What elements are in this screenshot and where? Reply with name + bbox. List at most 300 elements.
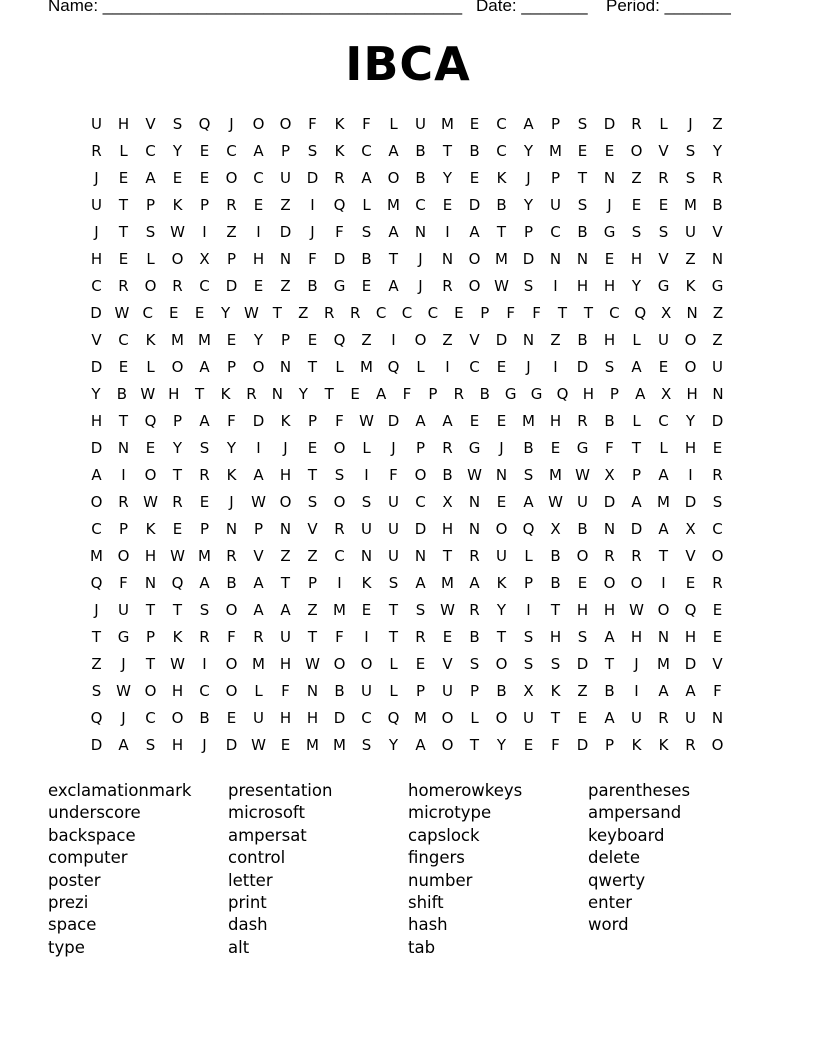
- grid-letter: U: [388, 520, 399, 538]
- grid-letter: A: [253, 142, 264, 160]
- grid-letter: H: [117, 115, 130, 133]
- grid-letter: Z: [280, 547, 291, 565]
- grid-letter: A: [388, 142, 399, 160]
- grid-letter: R: [172, 493, 183, 511]
- grid-row: [83, 598, 731, 625]
- grid-letter: C: [427, 304, 439, 322]
- grid-letter: E: [496, 493, 507, 511]
- grid-letter: N: [603, 520, 616, 538]
- grid-letter: B: [415, 142, 426, 160]
- grid-letter: J: [229, 493, 234, 511]
- grid-letter: U: [577, 493, 588, 511]
- grid-letter: M: [549, 466, 562, 484]
- grid-letter: V: [685, 547, 696, 565]
- grid-letter: T: [280, 574, 291, 592]
- grid-letter: A: [375, 385, 387, 403]
- grid-letter: C: [145, 142, 156, 160]
- grid-letter: R: [246, 385, 257, 403]
- grid-letter: Q: [556, 385, 569, 403]
- grid-letter: J: [526, 169, 531, 187]
- grid-letter: L: [146, 358, 155, 376]
- grid-letter: D: [225, 736, 238, 754]
- grid-letter: O: [414, 331, 427, 349]
- grid-letter: E: [469, 412, 480, 430]
- grid-letter: A: [523, 115, 534, 133]
- grid-letter: I: [364, 466, 369, 484]
- grid-row: [83, 571, 731, 598]
- grid-row: [83, 355, 731, 382]
- grid-letter: O: [252, 358, 265, 376]
- grid-letter: N: [468, 520, 481, 538]
- grid-letter: B: [415, 169, 426, 187]
- grid-letter: Z: [307, 601, 318, 619]
- grid-row: [83, 733, 731, 760]
- grid-letter: E: [469, 115, 480, 133]
- grid-letter: N: [306, 682, 319, 700]
- grid-letter: P: [226, 358, 237, 376]
- grid-letter: N: [495, 466, 508, 484]
- grid-letter: W: [575, 466, 590, 484]
- grid-letter: J: [94, 223, 99, 241]
- grid-letter: Y: [172, 142, 183, 160]
- grid-letter: R: [172, 277, 183, 295]
- grid-letter: O: [225, 682, 238, 700]
- grid-letter: Q: [333, 196, 346, 214]
- grid-letter: D: [387, 412, 400, 430]
- grid-letter: A: [523, 493, 534, 511]
- grid-letter: C: [361, 142, 372, 160]
- grid-letter: T: [307, 358, 318, 376]
- grid-letter: J: [283, 439, 288, 457]
- grid-letter: M: [684, 196, 697, 214]
- grid-letter: H: [171, 682, 184, 700]
- grid-letter: U: [550, 196, 561, 214]
- grid-letter: X: [550, 520, 561, 538]
- grid-row: [83, 301, 731, 328]
- grid-letter: I: [256, 223, 261, 241]
- grid-letter: B: [116, 385, 128, 403]
- grid-letter: M: [252, 655, 265, 673]
- grid-letter: T: [658, 547, 669, 565]
- grid-row: [83, 247, 731, 274]
- grid-letter: C: [199, 277, 210, 295]
- grid-letter: E: [118, 169, 129, 187]
- grid-letter: E: [658, 358, 669, 376]
- grid-letter: U: [91, 196, 102, 214]
- grid-letter: Q: [198, 115, 211, 133]
- grid-letter: E: [442, 628, 453, 646]
- grid-letter: T: [118, 196, 129, 214]
- grid-letter: O: [171, 358, 184, 376]
- grid-letter: M: [306, 736, 319, 754]
- grid-letter: M: [90, 547, 103, 565]
- grid-letter: N: [686, 304, 698, 322]
- grid-letter: E: [712, 439, 723, 457]
- grid-letter: S: [712, 493, 723, 511]
- grid-letter: N: [117, 439, 130, 457]
- grid-letter: P: [280, 142, 291, 160]
- grid-letter: P: [415, 439, 426, 457]
- grid-row: [83, 436, 731, 463]
- grid-letter: E: [118, 358, 129, 376]
- grid-letter: M: [549, 142, 562, 160]
- grid-letter: C: [401, 304, 413, 322]
- grid-letter: P: [550, 169, 561, 187]
- grid-letter: Z: [685, 250, 696, 268]
- grid-letter: D: [306, 169, 319, 187]
- grid-letter: A: [604, 628, 615, 646]
- grid-letter: S: [361, 223, 372, 241]
- grid-letter: S: [685, 169, 696, 187]
- grid-letter: U: [658, 331, 669, 349]
- grid-letter: E: [199, 142, 210, 160]
- grid-letter: T: [442, 547, 453, 565]
- grid-letter: Z: [631, 169, 642, 187]
- grid-letter: V: [469, 331, 480, 349]
- grid-letter: O: [144, 277, 157, 295]
- grid-letter: X: [661, 385, 672, 403]
- grid-letter: R: [415, 628, 426, 646]
- grid-letter: B: [496, 682, 507, 700]
- grid-letter: O: [495, 655, 508, 673]
- grid-letter: O: [144, 682, 157, 700]
- grid-letter: P: [226, 250, 237, 268]
- grid-letter: L: [632, 331, 641, 349]
- grid-row: [83, 679, 731, 706]
- grid-letter: R: [631, 547, 642, 565]
- grid-letter: E: [194, 304, 205, 322]
- grid-letter: C: [226, 142, 237, 160]
- word-item: prezi: [48, 893, 89, 913]
- grid-letter: R: [91, 142, 102, 160]
- grid-letter: S: [91, 682, 102, 700]
- grid-letter: B: [577, 520, 588, 538]
- grid-letter: E: [350, 385, 360, 403]
- grid-letter: S: [415, 601, 426, 619]
- grid-letter: C: [118, 331, 129, 349]
- grid-letter: U: [361, 520, 372, 538]
- grid-letter: W: [140, 385, 156, 403]
- grid-letter: Z: [307, 547, 318, 565]
- grid-letter: H: [549, 628, 562, 646]
- grid-letter: T: [604, 655, 615, 673]
- grid-letter: Y: [388, 736, 399, 754]
- grid-letter: T: [91, 628, 102, 646]
- word-item: microtype: [408, 803, 492, 823]
- grid-letter: W: [305, 655, 320, 673]
- grid-letter: B: [479, 385, 490, 403]
- grid-letter: O: [630, 142, 643, 160]
- grid-letter: T: [172, 466, 183, 484]
- grid-letter: R: [442, 439, 453, 457]
- grid-letter: A: [658, 520, 669, 538]
- grid-letter: N: [711, 709, 724, 727]
- grid-letter: J: [391, 439, 396, 457]
- grid-letter: B: [199, 709, 210, 727]
- word-item: enter: [588, 893, 633, 913]
- grid-letter: F: [532, 304, 541, 322]
- grid-letter: W: [251, 736, 266, 754]
- grid-letter: M: [522, 412, 535, 430]
- grid-letter: Z: [577, 682, 588, 700]
- grid-letter: M: [360, 358, 373, 376]
- grid-letter: H: [603, 277, 616, 295]
- grid-letter: P: [145, 196, 156, 214]
- grid-letter: H: [306, 709, 319, 727]
- grid-letter: O: [171, 709, 184, 727]
- grid-letter: E: [226, 331, 237, 349]
- word-item: dash: [228, 915, 268, 935]
- grid-letter: H: [90, 412, 103, 430]
- grid-letter: R: [658, 169, 669, 187]
- grid-letter: O: [495, 520, 508, 538]
- grid-letter: S: [307, 493, 318, 511]
- grid-letter: O: [333, 655, 346, 673]
- grid-letter: X: [442, 493, 453, 511]
- grid-letter: G: [504, 385, 517, 403]
- grid-letter: A: [280, 601, 291, 619]
- grid-letter: S: [577, 196, 588, 214]
- grid-letter: K: [631, 736, 642, 754]
- grid-letter: O: [171, 250, 184, 268]
- grid-letter: A: [388, 277, 399, 295]
- grid-letter: K: [220, 385, 231, 403]
- grid-letter: J: [418, 250, 423, 268]
- grid-letter: R: [199, 466, 210, 484]
- grid-letter: F: [506, 304, 515, 322]
- grid-letter: O: [360, 655, 373, 673]
- grid-letter: S: [685, 142, 696, 160]
- grid-letter: H: [603, 601, 616, 619]
- grid-letter: K: [334, 142, 345, 160]
- grid-letter: E: [604, 250, 615, 268]
- grid-letter: O: [684, 358, 697, 376]
- grid-letter: U: [280, 169, 291, 187]
- grid-letter: P: [253, 520, 264, 538]
- grid-letter: Z: [442, 331, 453, 349]
- grid-letter: A: [199, 412, 210, 430]
- grid-letter: B: [523, 439, 534, 457]
- grid-letter: I: [661, 574, 666, 592]
- grid-letter: F: [227, 412, 236, 430]
- grid-letter: I: [337, 574, 342, 592]
- grid-letter: W: [548, 493, 563, 511]
- grid-letter: A: [631, 358, 642, 376]
- grid-letter: F: [551, 736, 560, 754]
- grid-letter: U: [118, 601, 129, 619]
- grid-letter: N: [603, 169, 616, 187]
- grid-letter: N: [271, 385, 283, 403]
- grid-letter: R: [469, 601, 480, 619]
- grid-letter: K: [361, 574, 372, 592]
- grid-letter: X: [199, 250, 210, 268]
- grid-letter: P: [415, 682, 426, 700]
- grid-letter: P: [428, 385, 438, 403]
- grid-letter: O: [468, 277, 481, 295]
- word-item: delete: [588, 848, 640, 868]
- grid-letter: O: [495, 709, 508, 727]
- grid-letter: E: [496, 358, 507, 376]
- grid-letter: A: [469, 223, 480, 241]
- word-item: control: [228, 848, 286, 868]
- grid-letter: C: [550, 223, 561, 241]
- grid-row: [83, 706, 731, 733]
- grid-letter: E: [469, 169, 480, 187]
- grid-letter: Y: [496, 736, 507, 754]
- grid-letter: T: [557, 304, 568, 322]
- grid-letter: N: [712, 385, 724, 403]
- grid-letter: C: [609, 304, 620, 322]
- grid-letter: H: [279, 709, 292, 727]
- grid-letter: D: [90, 358, 103, 376]
- grid-letter: O: [333, 493, 346, 511]
- grid-letter: I: [634, 682, 639, 700]
- grid-letter: E: [361, 277, 372, 295]
- grid-letter: A: [199, 358, 210, 376]
- grid-letter: U: [280, 628, 291, 646]
- grid-letter: S: [658, 223, 669, 241]
- grid-letter: O: [279, 115, 292, 133]
- grid-letter: U: [442, 682, 453, 700]
- grid-letter: G: [333, 277, 346, 295]
- grid-letter: A: [415, 412, 426, 430]
- grid-letter: E: [604, 142, 615, 160]
- grid-letter: H: [603, 331, 616, 349]
- grid-letter: E: [415, 655, 426, 673]
- grid-letter: E: [577, 709, 588, 727]
- grid-letter: T: [324, 385, 334, 403]
- grid-letter: J: [607, 196, 612, 214]
- grid-letter: Y: [226, 439, 237, 457]
- grid-letter: B: [577, 223, 588, 241]
- grid-letter: S: [550, 655, 561, 673]
- grid-letter: B: [604, 682, 615, 700]
- grid-letter: O: [90, 493, 103, 511]
- grid-letter: P: [631, 466, 642, 484]
- grid-letter: L: [389, 682, 398, 700]
- word-list-column-3: [408, 780, 588, 959]
- grid-letter: M: [657, 493, 670, 511]
- student-info-header: [48, 0, 748, 20]
- grid-letter: P: [523, 574, 534, 592]
- grid-letter: Y: [91, 385, 101, 403]
- grid-letter: E: [280, 736, 291, 754]
- grid-letter: K: [145, 520, 156, 538]
- grid-letter: L: [362, 196, 371, 214]
- grid-letter: R: [685, 736, 696, 754]
- grid-letter: F: [308, 115, 317, 133]
- grid-letter: D: [414, 520, 427, 538]
- grid-letter: T: [388, 250, 399, 268]
- grid-letter: L: [416, 358, 425, 376]
- grid-letter: H: [90, 250, 103, 268]
- word-item: capslock: [408, 825, 480, 845]
- grid-letter: N: [711, 250, 724, 268]
- grid-letter: M: [657, 655, 670, 673]
- word-item: keyboard: [588, 825, 665, 845]
- period-field-label: Period: _______: [606, 0, 731, 15]
- grid-letter: A: [253, 574, 264, 592]
- grid-letter: G: [657, 277, 670, 295]
- grid-letter: N: [522, 331, 535, 349]
- grid-letter: J: [310, 223, 315, 241]
- grid-letter: I: [688, 466, 693, 484]
- grid-letter: K: [145, 331, 156, 349]
- grid-letter: N: [549, 250, 562, 268]
- grid-letter: S: [523, 655, 534, 673]
- grid-letter: U: [253, 709, 264, 727]
- grid-letter: T: [469, 736, 480, 754]
- grid-row: [83, 490, 731, 517]
- grid-letter: K: [658, 736, 669, 754]
- word-item: exclamationmark: [48, 781, 192, 800]
- grid-letter: A: [658, 466, 669, 484]
- grid-letter: N: [576, 250, 589, 268]
- grid-letter: R: [577, 412, 588, 430]
- grid-letter: E: [253, 196, 264, 214]
- grid-letter: C: [91, 277, 102, 295]
- grid-letter: L: [335, 358, 344, 376]
- grid-letter: V: [658, 142, 669, 160]
- grid-letter: R: [226, 196, 237, 214]
- grid-letter: F: [227, 628, 236, 646]
- grid-letter: Y: [253, 331, 264, 349]
- grid-letter: I: [364, 628, 369, 646]
- grid-letter: K: [550, 682, 561, 700]
- letter-grid: [83, 112, 731, 760]
- grid-letter: N: [225, 520, 238, 538]
- grid-letter: X: [661, 304, 672, 322]
- word-item: fingers: [408, 848, 465, 868]
- grid-letter: J: [121, 655, 126, 673]
- grid-letter: U: [496, 547, 507, 565]
- grid-letter: W: [251, 493, 266, 511]
- word-item: type: [48, 937, 85, 957]
- grid-letter: C: [334, 547, 345, 565]
- grid-letter: M: [495, 250, 508, 268]
- grid-letter: C: [253, 169, 264, 187]
- grid-letter: T: [118, 223, 129, 241]
- grid-letter: B: [469, 628, 480, 646]
- grid-letter: U: [523, 709, 534, 727]
- word-item: word: [588, 915, 629, 935]
- word-item: poster: [48, 870, 101, 890]
- word-item: tab: [408, 937, 436, 957]
- grid-letter: F: [389, 466, 398, 484]
- grid-letter: T: [145, 655, 156, 673]
- grid-letter: M: [387, 196, 400, 214]
- grid-letter: H: [549, 412, 562, 430]
- grid-letter: A: [604, 709, 615, 727]
- word-item: hash: [408, 915, 448, 935]
- grid-letter: F: [119, 574, 128, 592]
- grid-letter: C: [145, 709, 156, 727]
- grid-row: [83, 517, 731, 544]
- grid-letter: I: [202, 223, 207, 241]
- grid-letter: Y: [442, 169, 453, 187]
- grid-letter: C: [199, 682, 210, 700]
- word-item: homerowkeys: [408, 781, 523, 800]
- grid-letter: E: [361, 601, 372, 619]
- grid-letter: N: [279, 520, 292, 538]
- grid-letter: Z: [298, 304, 309, 322]
- grid-letter: F: [402, 385, 412, 403]
- grid-letter: R: [334, 520, 345, 538]
- word-list-column-2: [228, 780, 408, 959]
- grid-letter: D: [333, 250, 346, 268]
- grid-letter: T: [388, 601, 399, 619]
- grid-letter: X: [523, 682, 534, 700]
